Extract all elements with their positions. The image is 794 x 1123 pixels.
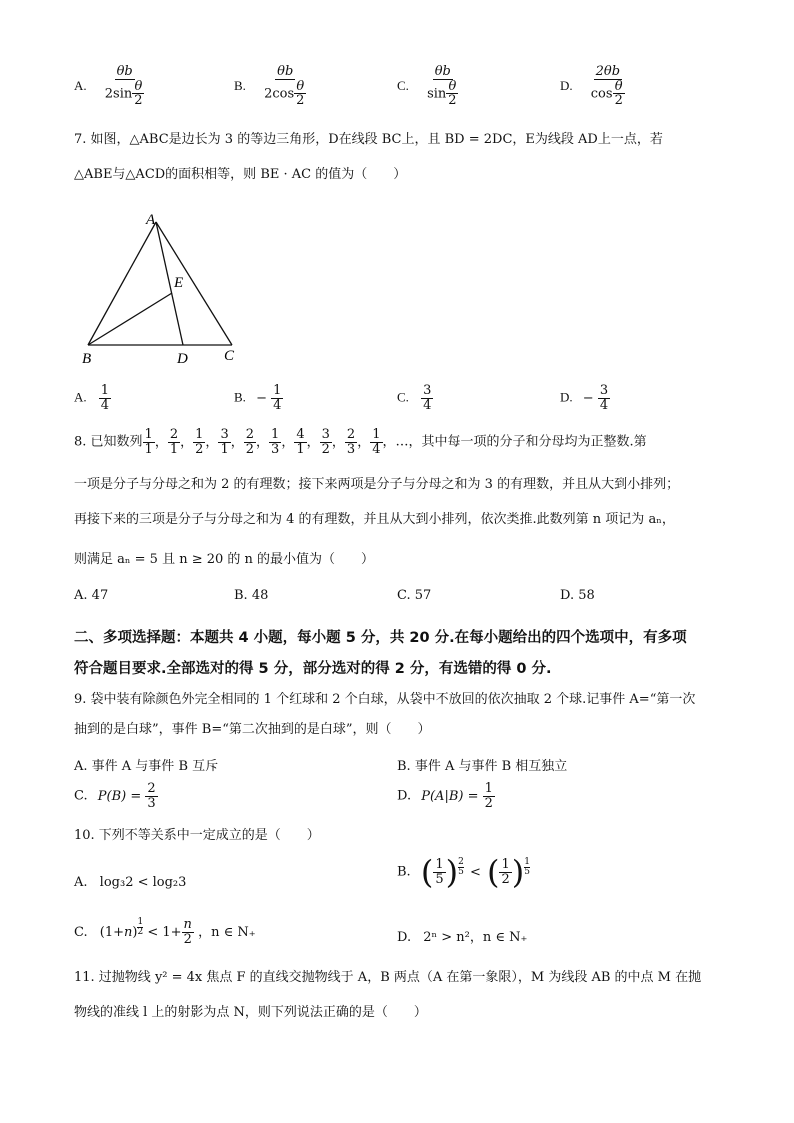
q7-stem-line-1: 7. 如图，△ABC是边长为 3 的等边三角形，D在线段 BC上，且 BD = 2DC，E为线段 AD上一点，若: [74, 132, 663, 147]
q9-option-d[interactable]: D. P(A|B) = $\frac{1}{2}$: [397, 781, 493, 811]
q8-option-c[interactable]: C. 57: [397, 588, 432, 603]
numerator: 2θb: [595, 64, 621, 79]
sequence-term: $\frac{2}{3}$: [346, 427, 356, 457]
denominator: 2sin: [104, 86, 133, 102]
sequence-term: $\frac{2}{1}$: [169, 427, 179, 457]
q10-option-a[interactable]: A. log₃2 < log₂3: [74, 875, 187, 890]
label-d: D: [177, 351, 188, 367]
sequence-term: $\frac{1}{1}$: [144, 427, 153, 457]
label-b: B: [82, 351, 92, 367]
sequence-term: $\frac{1}{2}$: [195, 427, 204, 457]
numerator: θb: [277, 64, 294, 79]
q6-option-b[interactable]: B. θb 2cos $\frac{\theta}{2}$: [234, 64, 305, 109]
q8-sequence: $\frac{1}{1}$ ， $\frac{2}{1}$ ， $\frac{1}{2}$ ， $\frac{3}{1}$ ， $\frac{2}{2}$ ， $\frac{1}{3}$ ， $\frac{4}{1}$ ， $\frac{3}{2}$ ， $\frac{2}{3}$ ， $\frac{1}{4}$: [144, 427, 381, 457]
side-ac: [156, 222, 232, 345]
q9-option-b[interactable]: B. 事件 A 与事件 B 相互独立: [397, 759, 568, 774]
q8-option-d[interactable]: D. 58: [560, 588, 595, 603]
q7-option-b[interactable]: B. − $\frac{1}{4}$: [234, 383, 282, 413]
q6-option-d[interactable]: D. 2θb cos $\frac{\theta}{2}$: [560, 64, 623, 109]
q8-stem-line-3: 再接下来的三项是分子与分母之和为 4 的有理数，并且从大到小排列，依次类推.此数列第 n 项记为 aₙ，: [74, 512, 675, 527]
q9-option-c[interactable]: C. P(B) = $\frac{2}{3}$: [74, 781, 156, 811]
q8-stem-line-4: 则满足 aₙ = 5 且 n ≥ 20 的 n 的最小值为（ ）: [74, 552, 375, 567]
label-c: C: [224, 348, 235, 364]
q7-option-a[interactable]: A. $\frac{1}{4}$: [74, 383, 110, 413]
q11-stem-line-2: 物线的准线 l 上的射影为点 N，则下列说法正确的是（ ）: [74, 1005, 427, 1020]
q9-stem-line-2: 抽到的是白球”，事件 B=“第二次抽到的是白球”，则（ ）: [74, 722, 431, 737]
q10-option-d[interactable]: D. 2ⁿ > n²，n ∈ N₊: [397, 930, 528, 945]
q10-stem: 10. 下列不等关系中一定成立的是（ ）: [74, 828, 320, 843]
numerator: θb: [116, 64, 133, 79]
q7-option-c[interactable]: C. $\frac{3}{4}$: [397, 383, 432, 413]
numerator: θb: [434, 64, 451, 79]
q10-option-b[interactable]: B. ( $\frac{1}{5}$ ) $\frac{2}{5}$ < ( $\frac{1}{2}$ ) $\frac{1}{5}$: [397, 853, 530, 891]
q7-option-d[interactable]: D. − $\frac{3}{4}$: [560, 383, 609, 413]
sequence-term: $\frac{1}{4}$: [372, 427, 381, 457]
denominator: sin: [427, 86, 447, 102]
sequence-term: $\frac{3}{2}$: [321, 427, 330, 457]
denominator: 2cos: [264, 86, 295, 102]
q9-option-a[interactable]: A. 事件 A 与事件 B 互斥: [74, 759, 219, 774]
sequence-term: $\frac{4}{1}$: [296, 427, 305, 457]
q8-option-a[interactable]: A. 47: [74, 588, 109, 603]
q9-stem-line-1: 9. 袋中装有除颜色外完全相同的 1 个红球和 2 个白球，从袋中不放回的依次抽取 2 个球.记事件 A=“第一次: [74, 692, 696, 707]
q10-option-c[interactable]: C. (1+n) $\frac{1}{2}$ < 1+ $\frac{n}{2}$ ，n ∈ N₊: [74, 917, 256, 947]
q8-stem-line-2: 一项是分子与分母之和为 2 的有理数；接下来两项是分子与分母之和为 3 的有理数，并且从大到小排列；: [74, 477, 680, 492]
q7-stem-line-2: △ABE与△ACD的面积相等，则 BE · AC 的值为（ ）: [74, 167, 407, 182]
sequence-term: $\frac{1}{3}$: [271, 427, 280, 457]
sequence-term: $\frac{3}{1}$: [220, 427, 229, 457]
side-ab: [88, 222, 156, 345]
q11-stem-line-1: 11. 过抛物线 y² = 4x 焦点 F 的直线交抛物线于 A，B 两点（A 在第一象限），M 为线段 AB 的中点 M 在抛: [74, 970, 702, 985]
section2-heading-line-1: 二、多项选择题：本题共 4 小题，每小题 5 分，共 20 分.在每小题给出的四个选项中，有多项: [74, 630, 687, 646]
q8-option-b[interactable]: B. 48: [234, 588, 269, 603]
q8-stem-line-1: 8. 已知数列 $\frac{1}{1}$ ， $\frac{2}{1}$ ， $\frac{1}{2}$ ， $\frac{3}{1}$ ， $\frac{2}{2}$ ， $\frac{1}{3}$ ， $\frac{4}{1}$ ， $\frac{3}{2}$ ， $\frac{2}{3}$ ， $\frac{1}{4}$ ，…，其中每一项的分子和分母均为正整数.第: [74, 427, 647, 457]
segment-be: [88, 293, 172, 345]
q7-triangle-figure: [76, 210, 246, 370]
denominator: cos: [590, 86, 613, 102]
sequence-term: $\frac{2}{2}$: [245, 427, 255, 457]
q6-option-a[interactable]: A. θb 2sin $\frac{\theta}{2}$: [74, 64, 143, 109]
label-e: E: [174, 275, 184, 291]
label-a: A: [146, 212, 156, 228]
section2-heading-line-2: 符合题目要求.全部选对的得 5 分，部分选对的得 2 分，有选错的得 0 分.: [74, 661, 552, 677]
q6-option-c[interactable]: C. θb sin $\frac{\theta}{2}$: [397, 64, 457, 109]
